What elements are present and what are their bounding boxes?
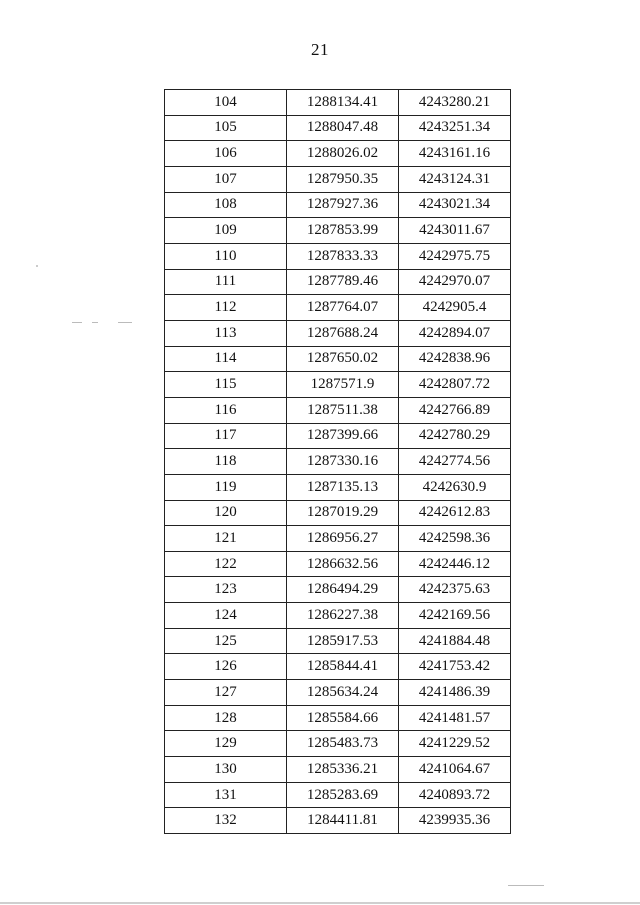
x-coordinate-cell: 1287688.24 [287, 320, 399, 346]
x-coordinate-cell: 1285584.66 [287, 705, 399, 731]
x-coordinate-cell: 1285483.73 [287, 731, 399, 757]
x-coordinate-cell: 1287927.36 [287, 192, 399, 218]
x-coordinate-cell: 1287650.02 [287, 346, 399, 372]
y-coordinate-cell: 4242807.72 [399, 372, 511, 398]
point-number-cell: 119 [165, 474, 287, 500]
table-row [165, 654, 511, 680]
x-coordinate-cell: 1287135.13 [287, 474, 399, 500]
y-coordinate-cell: 4241753.42 [399, 654, 511, 680]
scan-artifact [92, 322, 98, 323]
y-coordinate-cell: 4241481.57 [399, 705, 511, 731]
y-coordinate-cell: 4242598.36 [399, 526, 511, 552]
point-number-cell: 132 [165, 808, 287, 834]
x-coordinate-cell: 1287019.29 [287, 500, 399, 526]
table-row [165, 295, 511, 321]
scan-artifact [508, 885, 544, 886]
point-number-cell: 113 [165, 320, 287, 346]
y-coordinate-cell: 4240893.72 [399, 782, 511, 808]
y-coordinate-cell: 4241486.39 [399, 680, 511, 706]
point-number-cell: 115 [165, 372, 287, 398]
x-coordinate-cell: 1288047.48 [287, 115, 399, 141]
x-coordinate-cell: 1286956.27 [287, 526, 399, 552]
point-number-cell: 118 [165, 449, 287, 475]
coordinates-table [164, 89, 511, 834]
table-row [165, 115, 511, 141]
table-row [165, 577, 511, 603]
x-coordinate-cell: 1288026.02 [287, 141, 399, 167]
y-coordinate-cell: 4239935.36 [399, 808, 511, 834]
point-number-cell: 107 [165, 166, 287, 192]
table-row [165, 397, 511, 423]
x-coordinate-cell: 1287330.16 [287, 449, 399, 475]
x-coordinate-cell: 1285844.41 [287, 654, 399, 680]
point-number-cell: 124 [165, 603, 287, 629]
y-coordinate-cell: 4242894.07 [399, 320, 511, 346]
table-row [165, 757, 511, 783]
point-number-cell: 117 [165, 423, 287, 449]
table-row [165, 628, 511, 654]
table-row [165, 680, 511, 706]
point-number-cell: 110 [165, 243, 287, 269]
table-row [165, 141, 511, 167]
x-coordinate-cell: 1285634.24 [287, 680, 399, 706]
point-number-cell: 109 [165, 218, 287, 244]
point-number-cell: 128 [165, 705, 287, 731]
y-coordinate-cell: 4242780.29 [399, 423, 511, 449]
y-coordinate-cell: 4243021.34 [399, 192, 511, 218]
table-row [165, 808, 511, 834]
y-coordinate-cell: 4242905.4 [399, 295, 511, 321]
y-coordinate-cell: 4241229.52 [399, 731, 511, 757]
y-coordinate-cell: 4243280.21 [399, 90, 511, 116]
x-coordinate-cell: 1285336.21 [287, 757, 399, 783]
y-coordinate-cell: 4242970.07 [399, 269, 511, 295]
x-coordinate-cell: 1287853.99 [287, 218, 399, 244]
x-coordinate-cell: 1288134.41 [287, 90, 399, 116]
y-coordinate-cell: 4242446.12 [399, 551, 511, 577]
y-coordinate-cell: 4241064.67 [399, 757, 511, 783]
point-number-cell: 111 [165, 269, 287, 295]
point-number-cell: 114 [165, 346, 287, 372]
table-row [165, 243, 511, 269]
y-coordinate-cell: 4243011.67 [399, 218, 511, 244]
x-coordinate-cell: 1287950.35 [287, 166, 399, 192]
x-coordinate-cell: 1286632.56 [287, 551, 399, 577]
y-coordinate-cell: 4243124.31 [399, 166, 511, 192]
x-coordinate-cell: 1287789.46 [287, 269, 399, 295]
y-coordinate-cell: 4242630.9 [399, 474, 511, 500]
y-coordinate-cell: 4243251.34 [399, 115, 511, 141]
point-number-cell: 123 [165, 577, 287, 603]
scan-artifact [36, 265, 38, 267]
y-coordinate-cell: 4242975.75 [399, 243, 511, 269]
point-number-cell: 127 [165, 680, 287, 706]
x-coordinate-cell: 1287511.38 [287, 397, 399, 423]
point-number-cell: 126 [165, 654, 287, 680]
x-coordinate-cell: 1286494.29 [287, 577, 399, 603]
scan-artifact [118, 322, 132, 323]
table-row [165, 192, 511, 218]
table-row [165, 705, 511, 731]
point-number-cell: 120 [165, 500, 287, 526]
y-coordinate-cell: 4241884.48 [399, 628, 511, 654]
x-coordinate-cell: 1287399.66 [287, 423, 399, 449]
x-coordinate-cell: 1285283.69 [287, 782, 399, 808]
y-coordinate-cell: 4242774.56 [399, 449, 511, 475]
point-number-cell: 104 [165, 90, 287, 116]
point-number-cell: 105 [165, 115, 287, 141]
point-number-cell: 108 [165, 192, 287, 218]
table-row [165, 269, 511, 295]
x-coordinate-cell: 1287571.9 [287, 372, 399, 398]
point-number-cell: 122 [165, 551, 287, 577]
page-number: 21 [311, 40, 329, 59]
table-row [165, 782, 511, 808]
scan-artifact [72, 322, 82, 323]
table-row [165, 603, 511, 629]
table-row [165, 449, 511, 475]
table-row [165, 320, 511, 346]
table-row [165, 423, 511, 449]
y-coordinate-cell: 4242612.83 [399, 500, 511, 526]
point-number-cell: 121 [165, 526, 287, 552]
x-coordinate-cell: 1285917.53 [287, 628, 399, 654]
x-coordinate-cell: 1287833.33 [287, 243, 399, 269]
y-coordinate-cell: 4242375.63 [399, 577, 511, 603]
y-coordinate-cell: 4242169.56 [399, 603, 511, 629]
table-row [165, 372, 511, 398]
x-coordinate-cell: 1287764.07 [287, 295, 399, 321]
page-bottom-edge [0, 902, 640, 904]
point-number-cell: 131 [165, 782, 287, 808]
table-row [165, 474, 511, 500]
coordinates-table-body [165, 90, 511, 834]
point-number-cell: 112 [165, 295, 287, 321]
table-row [165, 218, 511, 244]
x-coordinate-cell: 1284411.81 [287, 808, 399, 834]
table-row [165, 166, 511, 192]
point-number-cell: 130 [165, 757, 287, 783]
x-coordinate-cell: 1286227.38 [287, 603, 399, 629]
table-row [165, 500, 511, 526]
point-number-cell: 106 [165, 141, 287, 167]
y-coordinate-cell: 4242838.96 [399, 346, 511, 372]
point-number-cell: 125 [165, 628, 287, 654]
table-row [165, 731, 511, 757]
point-number-cell: 129 [165, 731, 287, 757]
table-row [165, 526, 511, 552]
y-coordinate-cell: 4243161.16 [399, 141, 511, 167]
table-row [165, 346, 511, 372]
table-row [165, 90, 511, 116]
point-number-cell: 116 [165, 397, 287, 423]
table-row [165, 551, 511, 577]
y-coordinate-cell: 4242766.89 [399, 397, 511, 423]
